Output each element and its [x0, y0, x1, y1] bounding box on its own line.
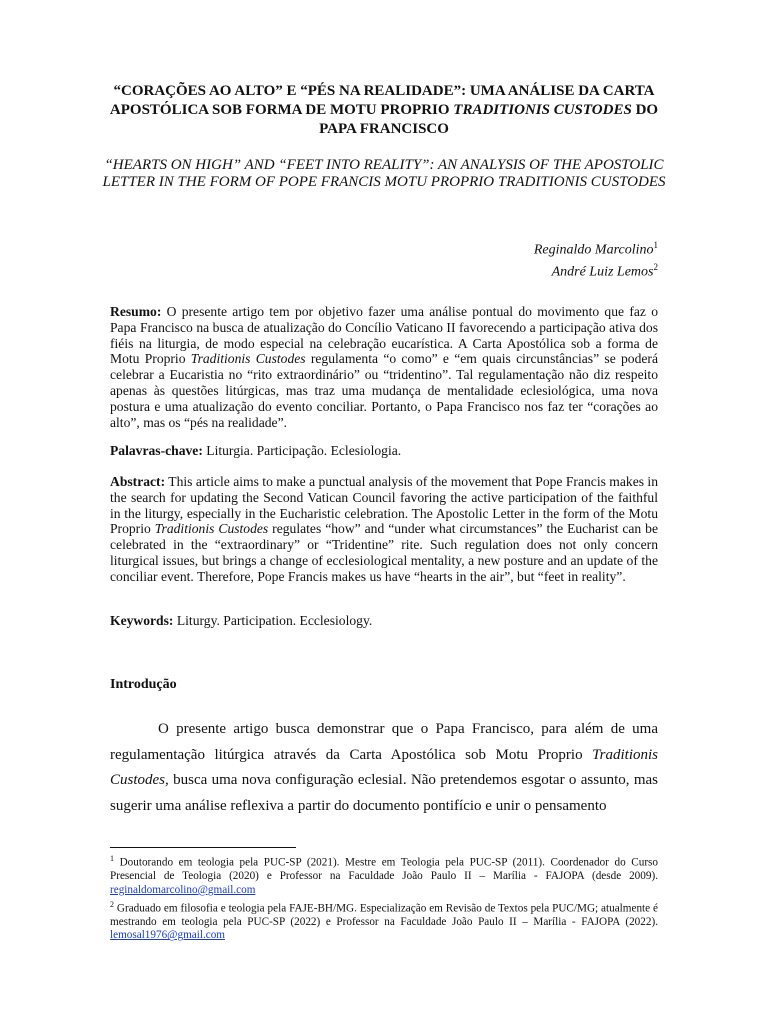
- resumo-text: O presente artigo tem por objetivo fazer uma análise pontual do movimento que faz o Papa Francisco na busca de atualização do Concílio Vaticano II favorecendo a participação ativa dos fiéis na liturgia, de modo especial na celebração eucarística. A Carta Apostólica sob a forma de Motu Proprio: [110, 304, 658, 367]
- resumo-label: Resumo:: [110, 304, 162, 319]
- author-name: André Luiz Lemos: [551, 264, 654, 280]
- title-pt-italic: TRADITIONIS CUSTODES: [453, 102, 632, 118]
- introducao-body: [110, 717, 658, 819]
- keywords-paragraph: [110, 613, 658, 629]
- abstract-paragraph: [110, 474, 658, 585]
- author-line: [534, 237, 658, 259]
- authors-block: [534, 237, 658, 280]
- footnote-divider: [110, 847, 296, 848]
- resumo-paragraph: [110, 304, 658, 430]
- title-pt-part2: DO PAPA FRANCISCO: [319, 102, 659, 137]
- resumo-italic: Traditionis Custodes: [190, 351, 306, 367]
- title-english: “HEARTS ON HIGH” AND “FEET INTO REALITY”: AN ANALYSIS OF THE APOSTOLIC LETTER IN THE FORM OF POPE FRANCIS MOTU PROPRIO TRADITIONIS CUSTODES: [102, 157, 666, 190]
- footnote-number: 1: [110, 854, 114, 863]
- email-link[interactable]: reginaldomarcolino@gmail.com: [110, 883, 256, 896]
- footnote-number: 2: [110, 899, 114, 909]
- intro-italic: Traditionis Custodes: [110, 746, 658, 788]
- title-portuguese: [100, 82, 668, 139]
- section-heading-introducao: Introdução: [110, 677, 177, 692]
- author-line: [534, 259, 658, 281]
- author-name: Reginaldo Marcolino: [533, 242, 654, 258]
- footnote: [110, 898, 658, 944]
- keywords-text: Liturgy. Participation. Ecclesiology.: [173, 613, 373, 628]
- palavras-text: Liturgia. Participação. Eclesiologia.: [202, 443, 402, 458]
- palavras-label: Palavras-chave:: [110, 443, 203, 458]
- abstract-text-cont: regulates “how” and “under what circumstances” the Eucharist can be celebrated in the “extraordinary” or “Tridentine” rite. Such regulation does not only concern liturgical issues, but brings a change of ecclesiological mentality, a new posture and an update of the conciliar event. Therefore, Pope Francis makes us have “hearts in the air”, but “feet in reality”.: [110, 521, 658, 584]
- footnote-text: Graduado em filosofia e teologia pela FAJE-BH/MG. Especialização em Revisão de Textos pela PUC/MG; atualmente é mestrando em teologia pela PUC-SP (2022) e Professor na Faculdade João Paulo II – Marília - FAJOPA (2022).: [110, 902, 658, 928]
- palavras-chave-paragraph: [110, 443, 658, 459]
- footnote: [110, 852, 658, 898]
- footnote-ref[interactable]: 1: [653, 240, 658, 250]
- keywords-label: Keywords:: [110, 613, 174, 628]
- abstract-italic: Traditionis Custodes: [154, 521, 269, 537]
- intro-text: O presente artigo busca demonstrar que o Papa Francisco, para além de uma regulamentação litúrgica através da Carta Apostólica sob Motu Proprio: [110, 721, 658, 763]
- footnotes-block: [110, 852, 658, 943]
- email-link[interactable]: lemosal1976@gmail.com: [110, 929, 226, 942]
- abstract-label: Abstract:: [110, 474, 166, 489]
- title-pt-part1: “CORAÇÕES AO ALTO” E “PÉS NA REALIDADE”: UMA ANÁLISE DA CARTA APOSTÓLICA SOB FORMA DE MOTU PROPRIO: [109, 83, 655, 118]
- intro-text-cont: , busca uma nova configuração eclesial. Não pretendemos esgotar o assunto, mas sugerir uma análise reflexiva a partir do documento pontifício e unir o pensamento: [110, 772, 658, 814]
- resumo-text-cont: regulamenta “o como” e “em quais circunstâncias” se poderá celebrar a Eucaristia no “rito extraordinário” ou “tridentino”. Tal regulamentação não diz respeito apenas às questões litúrgicas, mas traz uma mudança de mentalidade eclesiológica, uma nova postura e uma atualização do evento conciliar. Portanto, o Papa Francisco nos faz ter “corações ao alto”, mas os “pés na realidade”.: [110, 351, 658, 430]
- footnote-text: Doutorando em teologia pela PUC-SP (2021). Mestre em Teologia pela PUC-SP (2011). Coordenador do Curso Presencial de Teologia (2020) e Professor na Faculdade João Paulo II – Marília - FAJOPA (desde 2009).: [110, 856, 658, 883]
- footnote-ref[interactable]: 2: [653, 261, 658, 272]
- title-block: [100, 82, 668, 191]
- abstract-text: This article aims to make a punctual analysis of the movement that Pope Francis makes in the search for updating the Second Vatican Council favoring the active participation of the faithful in the liturgy, especially in the Eucharistic celebration. The Apostolic Letter in the form of the Motu Proprio: [110, 474, 658, 537]
